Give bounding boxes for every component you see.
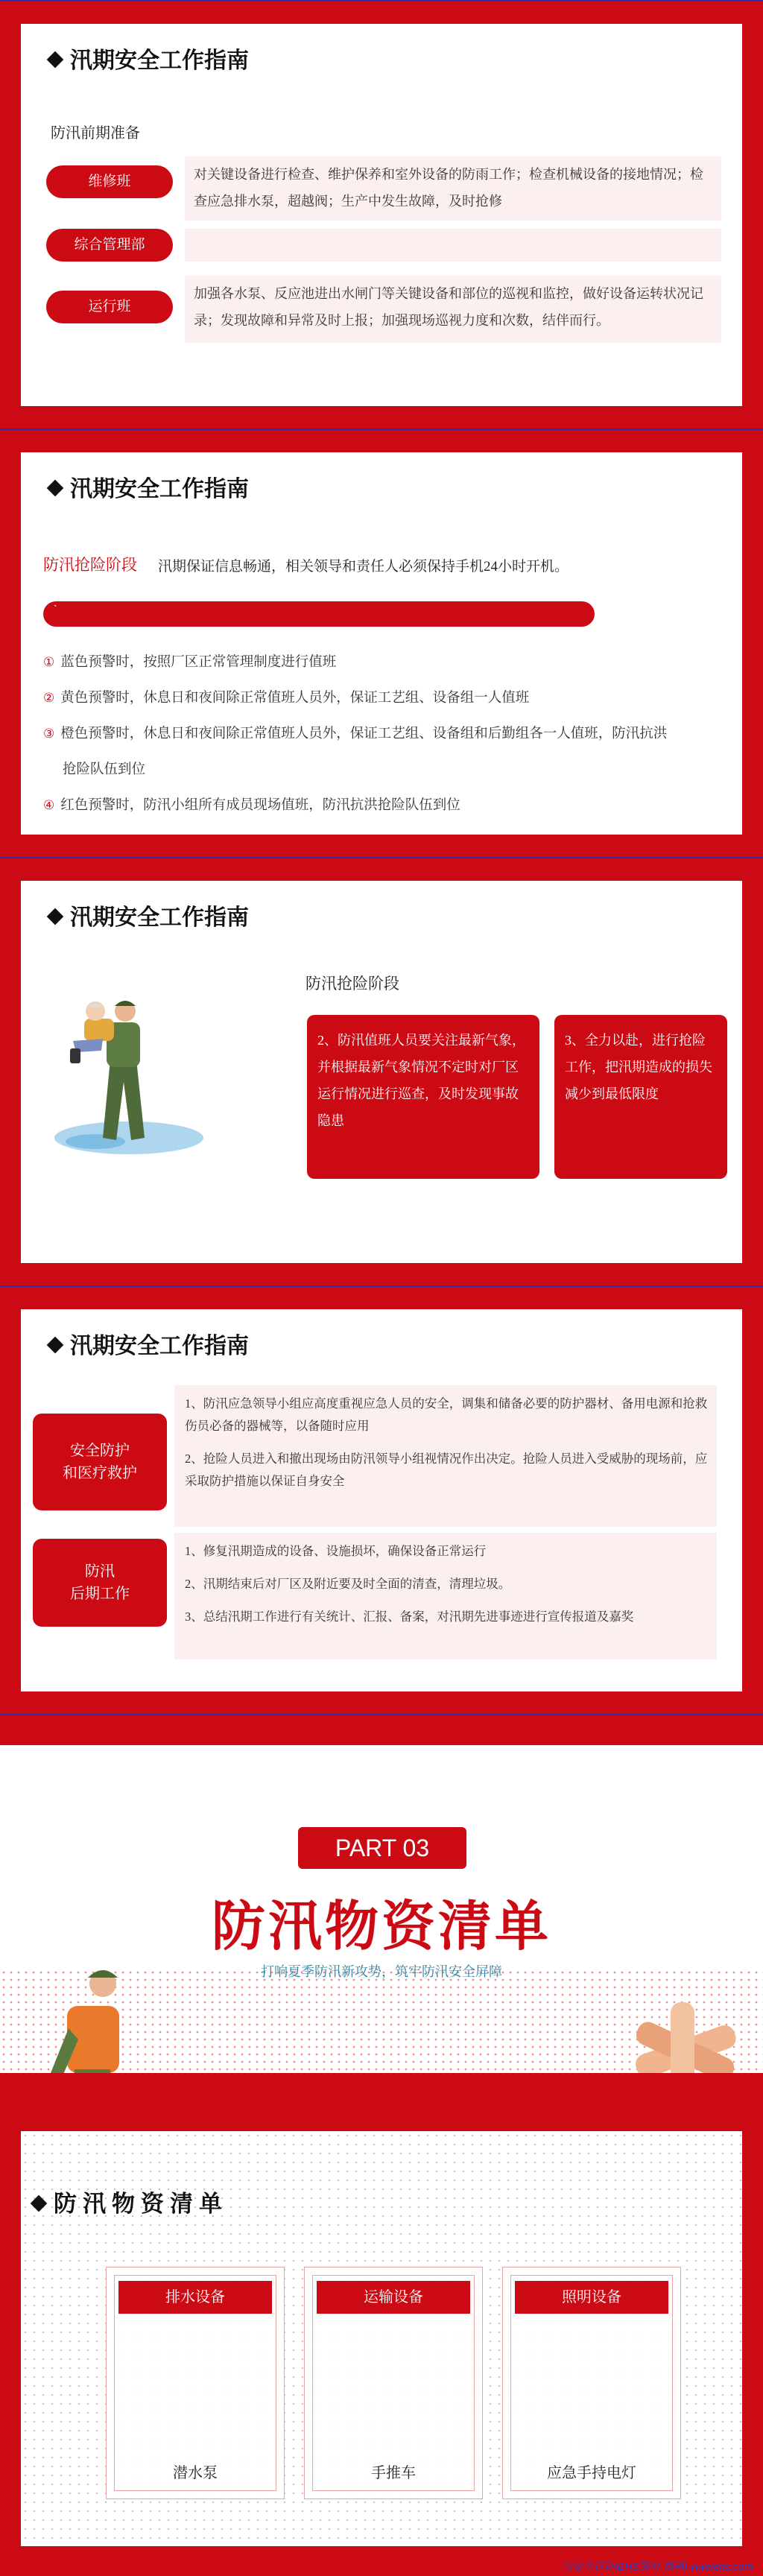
diamond-bullet-icon <box>31 2195 48 2212</box>
cover-title: 防汛物资清单 <box>211 1897 551 1957</box>
safety-medical-text: 1、防汛应急领导小组应高度重视应急人员的安全，调集和储备必要的防护器材、备用电源和抢救伤员必备的器械等，以备随时应用 2、抢险人员进入和撤出现场由防汛领导小组视情况作出决定。抢险人员进入受威胁的现场前，应采取防护措施以保证自身安全 <box>174 1385 717 1527</box>
stage-label: 防汛抢险阶段 <box>43 557 137 574</box>
top-band <box>0 1715 763 1745</box>
supply-category: 排水设备 <box>118 2281 272 2314</box>
slide-prep <box>0 0 763 428</box>
cover-subtitle: 打响夏季防汛新攻势，筑牢防汛安全屏障 <box>261 1964 502 1979</box>
card-weather-monitoring: 2、防汛值班人员要关注最新气象，并根据最新气象情况不定时对厂区运行情况进行巡查，及时发现事故隐患 <box>307 1015 539 1179</box>
label-safety-medical: 安全防护 和医疗救护 <box>33 1414 167 1510</box>
slide-title: 防汛物资清单 <box>33 2185 228 2218</box>
supply-category: 照明设备 <box>515 2281 668 2314</box>
maintenance-text: 对关键设备进行检查、维护保养和室外设备的防雨工作；检查机械设备的接地情况；检查应急排水泵，超越阀；生产中发生故障，及时抢修 <box>185 156 721 221</box>
general-dept-text <box>185 229 721 262</box>
list-item-continuation: 抢险队伍到位 <box>63 762 146 777</box>
list-item: ① 蓝色预警时，按照厂区正常管理制度进行值班 <box>43 655 337 670</box>
diamond-bullet-icon <box>47 480 64 497</box>
card-full-effort: 3、全力以赴，进行抢险工作，把汛期造成的损失减少到最低限度 <box>554 1015 727 1179</box>
slide-rescue-stage <box>0 857 763 1285</box>
diamond-bullet-icon <box>47 51 64 69</box>
slide-title: 汛期安全工作指南 <box>49 470 249 503</box>
slide-title: 汛期安全工作指南 <box>49 899 249 931</box>
post-flood-text: 1、修复汛期造成的设备、设施损坏，确保设备正常运行 2、汛期结束后对厂区及附近要及时全面的清查，清理垃圾。 3、总结汛期工作进行有关统计、汇报、备案，对汛期先进事迹进行宣传报道及嘉奖 <box>174 1533 717 1659</box>
supply-category: 运输设备 <box>317 2281 470 2314</box>
label-maintenance-team: 维修班 <box>46 165 173 198</box>
part-badge: PART 03 <box>298 1827 466 1869</box>
stage-label: 防汛抢险阶段 <box>305 975 399 993</box>
slide-title: 汛期安全工作指南 <box>49 1327 249 1360</box>
slide-title: 汛期安全工作指南 <box>49 42 249 75</box>
intro-text: 汛期保证信息畅通，相关领导和责任人必须保持手机24小时开机。 <box>158 559 569 575</box>
diamond-bullet-icon <box>47 908 64 925</box>
watermark-link[interactable]: 一为安全百科(EHS资料 视频) yiweiehs.com <box>551 2560 753 2572</box>
red-bar: ` <box>43 601 595 627</box>
list-item: ② 黄色预警时，休息日和夜间除正常值班人员外，保证工艺组、设备组一人值班 <box>43 691 530 706</box>
label-post-flood-work: 防汛 后期工作 <box>33 1539 167 1627</box>
diamond-bullet-icon <box>47 1337 64 1354</box>
slide-part3-cover <box>0 1714 763 2131</box>
operation-text: 加强各水泵、反应池进出水闸门等关键设备和部位的巡视和监控，做好设备运转状况记录；发现故障和异常及时上报；加强现场巡视力度和次数，结伴而行。 <box>185 276 721 343</box>
label-general-dept: 综合管理部 <box>46 229 173 262</box>
supply-item: 手推车 <box>371 2465 416 2481</box>
supply-card-drainage <box>106 2267 285 2499</box>
alert-list <box>43 645 720 823</box>
supply-card-transport <box>304 2267 483 2499</box>
list-item: ④ 红色预警时，防汛小组所有成员现场值班，防汛抗洪抢险队伍到位 <box>43 798 460 813</box>
slide-supplies-list <box>0 2131 763 2576</box>
supply-card-lighting <box>502 2267 681 2499</box>
label-operation-team: 运行班 <box>46 291 173 323</box>
slide-protection-aftermath <box>0 1285 763 1714</box>
supply-item: 潜水泵 <box>173 2465 218 2481</box>
section-subtitle: 防汛前期准备 <box>51 125 140 142</box>
list-item: ③ 橙色预警时，休息日和夜间除正常值班人员外，保证工艺组、设备组和后勤组各一人值班，防汛抗洪 <box>43 727 668 741</box>
slide-rescue-alerts <box>0 428 763 857</box>
supply-item: 应急手持电灯 <box>547 2465 636 2481</box>
rescuer-carrying-person-illustration <box>43 970 215 1164</box>
